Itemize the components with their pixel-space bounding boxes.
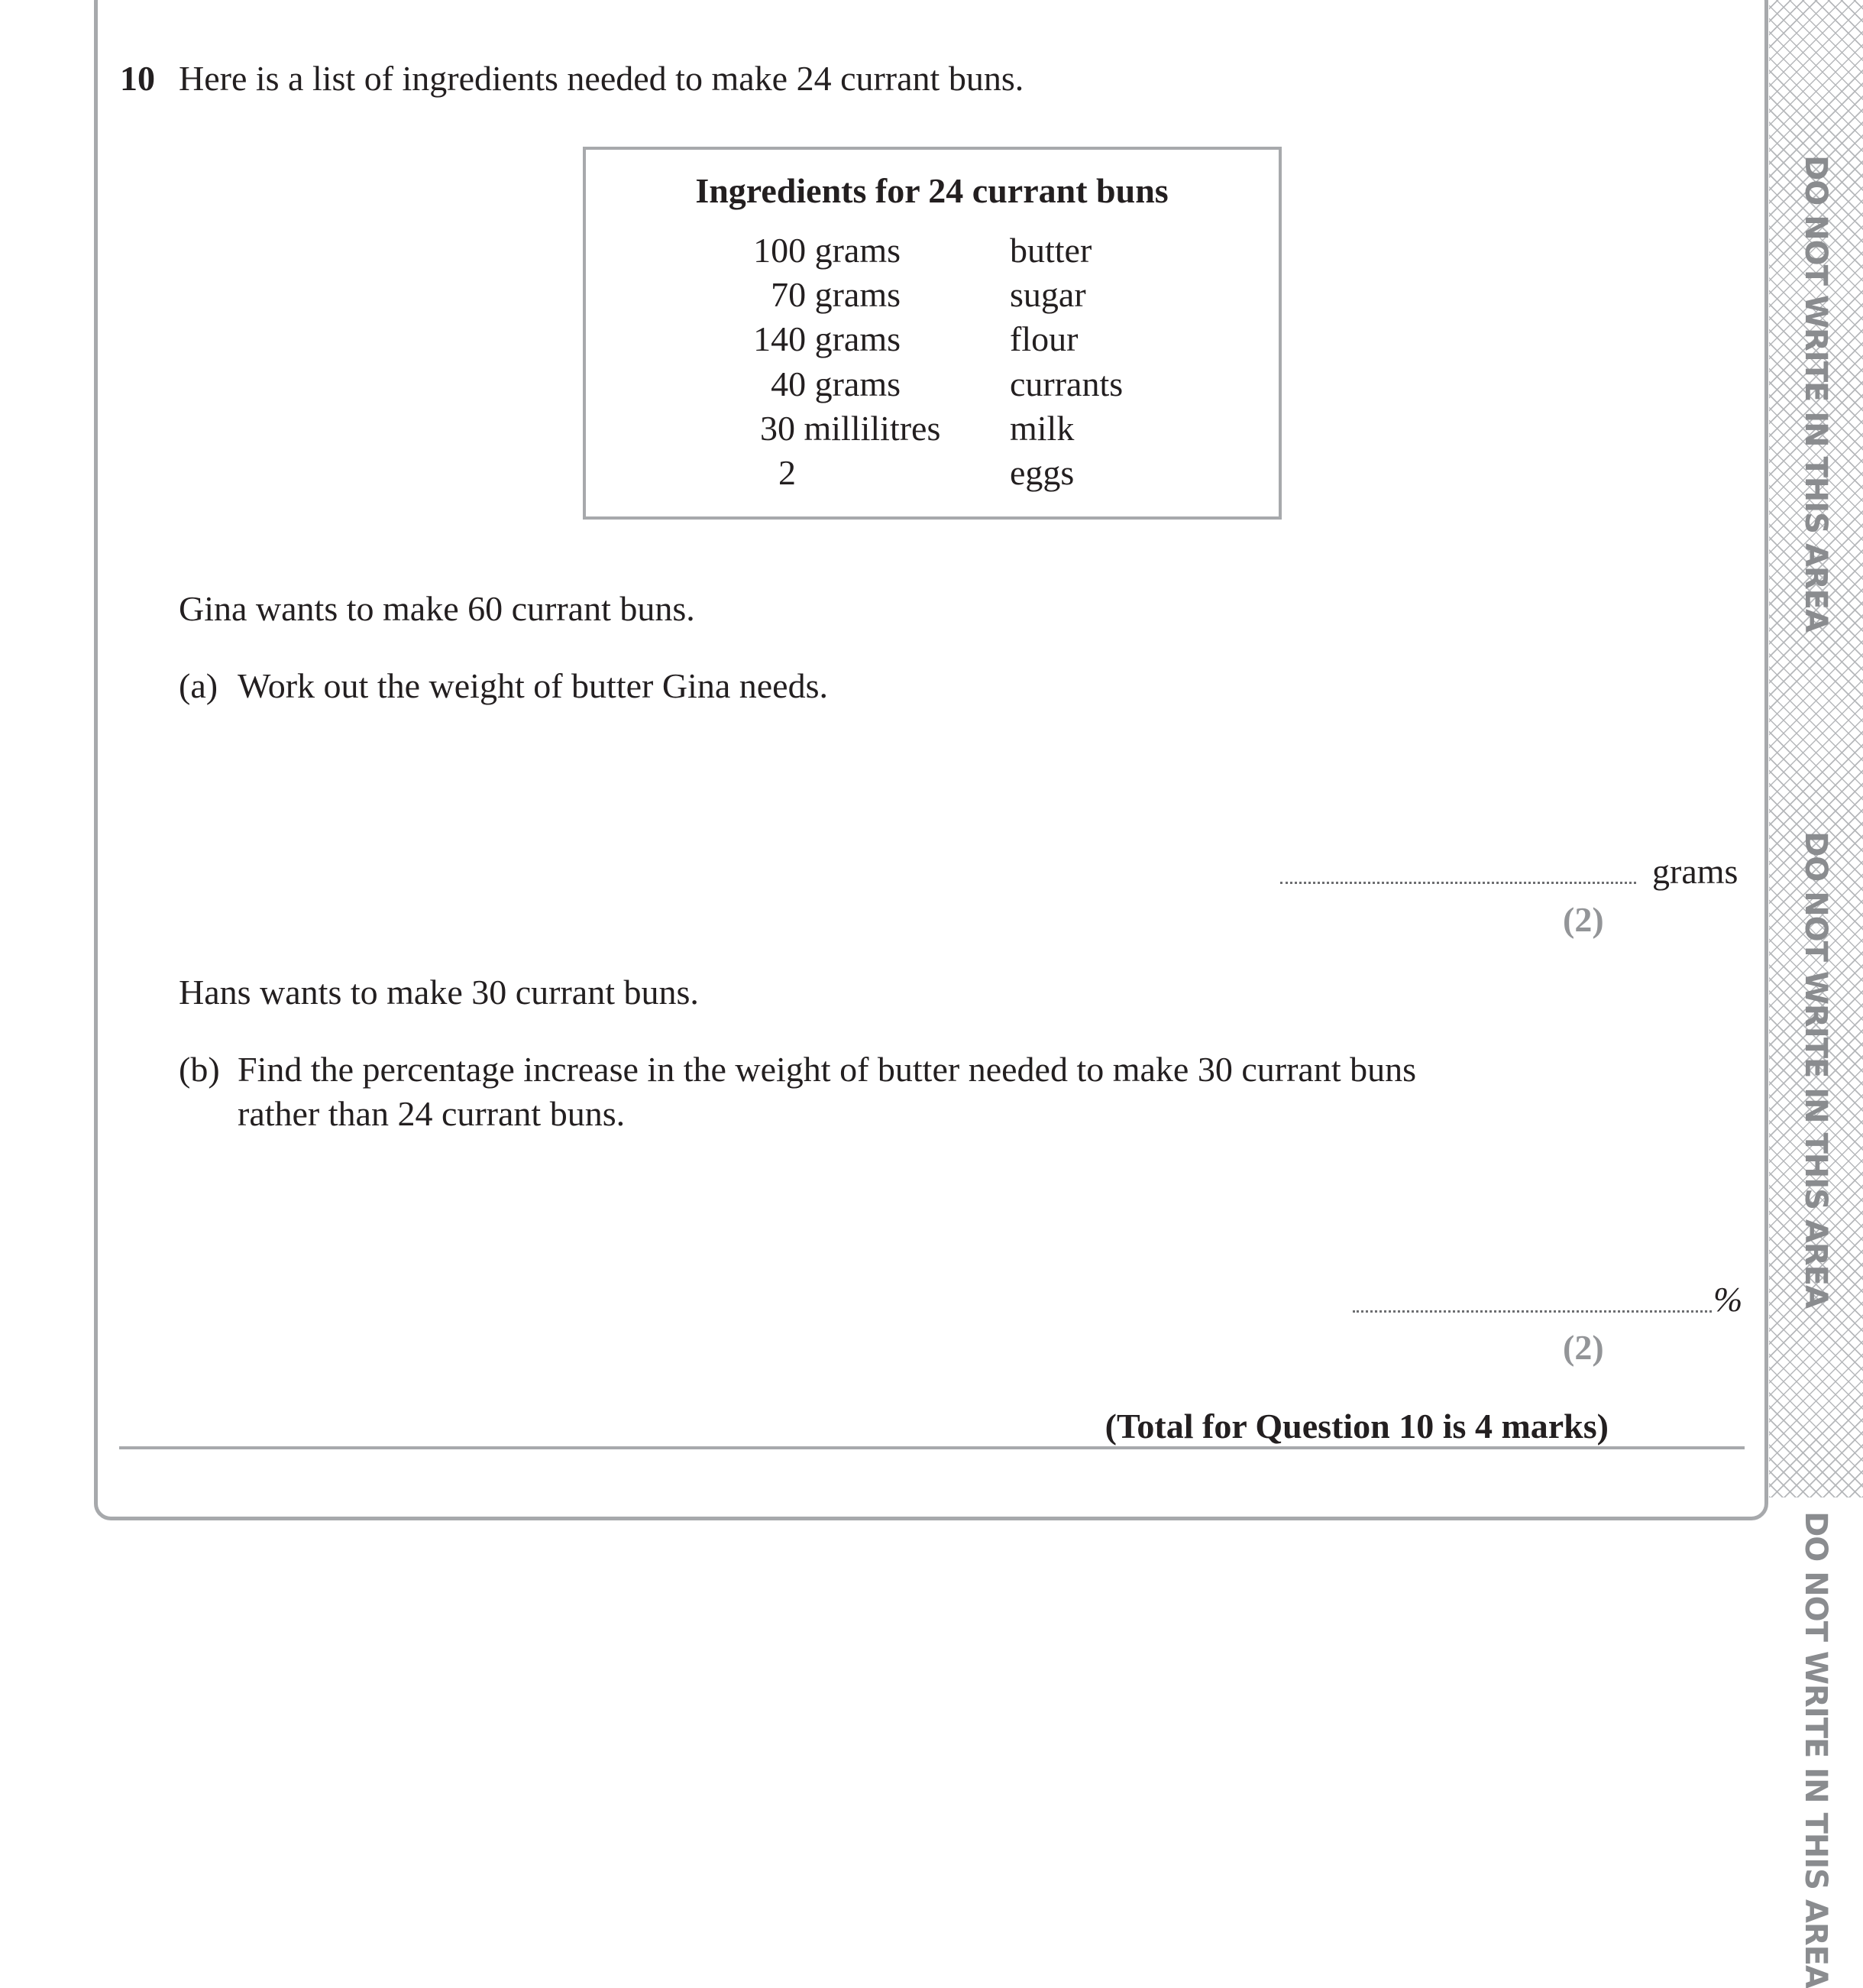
margin-warning-2: DO NOT WRITE IN THIS AREA (1798, 831, 1833, 1308)
ingredient-amount: 70 grams (771, 275, 901, 314)
margin-warning-1: DO NOT WRITE IN THIS AREA (1798, 155, 1833, 632)
part-b-answer-line[interactable] (1353, 1310, 1712, 1313)
part-b-marks: (2) (1563, 1328, 1604, 1367)
ingredient-amount: 100 grams (753, 231, 901, 270)
part-b-question-line1: Find the percentage increase in the weight of butter needed to make 30 currant buns (238, 1050, 1416, 1089)
ingredient-amount: 140 grams (753, 319, 901, 358)
ingredient-amount: 40 grams (771, 364, 901, 403)
question-intro: Here is a list of ingredients needed to make 24 currant buns. (179, 59, 1024, 98)
question-total: (Total for Question 10 is 4 marks) (1105, 1407, 1609, 1446)
margin-warning-3: DO NOT WRITE IN THIS AREA (1798, 1511, 1833, 1988)
ingredient-item: eggs (1010, 453, 1075, 492)
part-b-context: Hans wants to make 30 currant buns. (179, 973, 699, 1012)
ingredient-amount: 30 millilitres (760, 409, 941, 448)
bottom-rule (119, 1446, 1745, 1449)
part-a-context: Gina wants to make 60 currant buns. (179, 589, 695, 628)
part-a-question: Work out the weight of butter Gina needs. (238, 666, 828, 705)
part-a-answer-line[interactable] (1280, 882, 1636, 884)
part-a-marks: (2) (1563, 900, 1604, 939)
ingredient-item: sugar (1010, 275, 1086, 314)
ingredient-item: currants (1010, 364, 1124, 403)
ingredient-item: butter (1010, 231, 1092, 270)
question-number: 10 (120, 59, 155, 98)
ingredient-item: milk (1010, 409, 1075, 448)
ingredient-item: flour (1010, 319, 1079, 358)
part-b-question-line2: rather than 24 currant buns. (238, 1094, 626, 1133)
part-a-unit: grams (1652, 852, 1738, 891)
part-a-label: (a) (179, 666, 218, 705)
part-b-label: (b) (179, 1050, 220, 1089)
ingredient-amount: 2 (778, 453, 796, 492)
ingredients-title: Ingredients for 24 currant buns (695, 171, 1169, 210)
part-b-unit: % (1713, 1280, 1743, 1319)
